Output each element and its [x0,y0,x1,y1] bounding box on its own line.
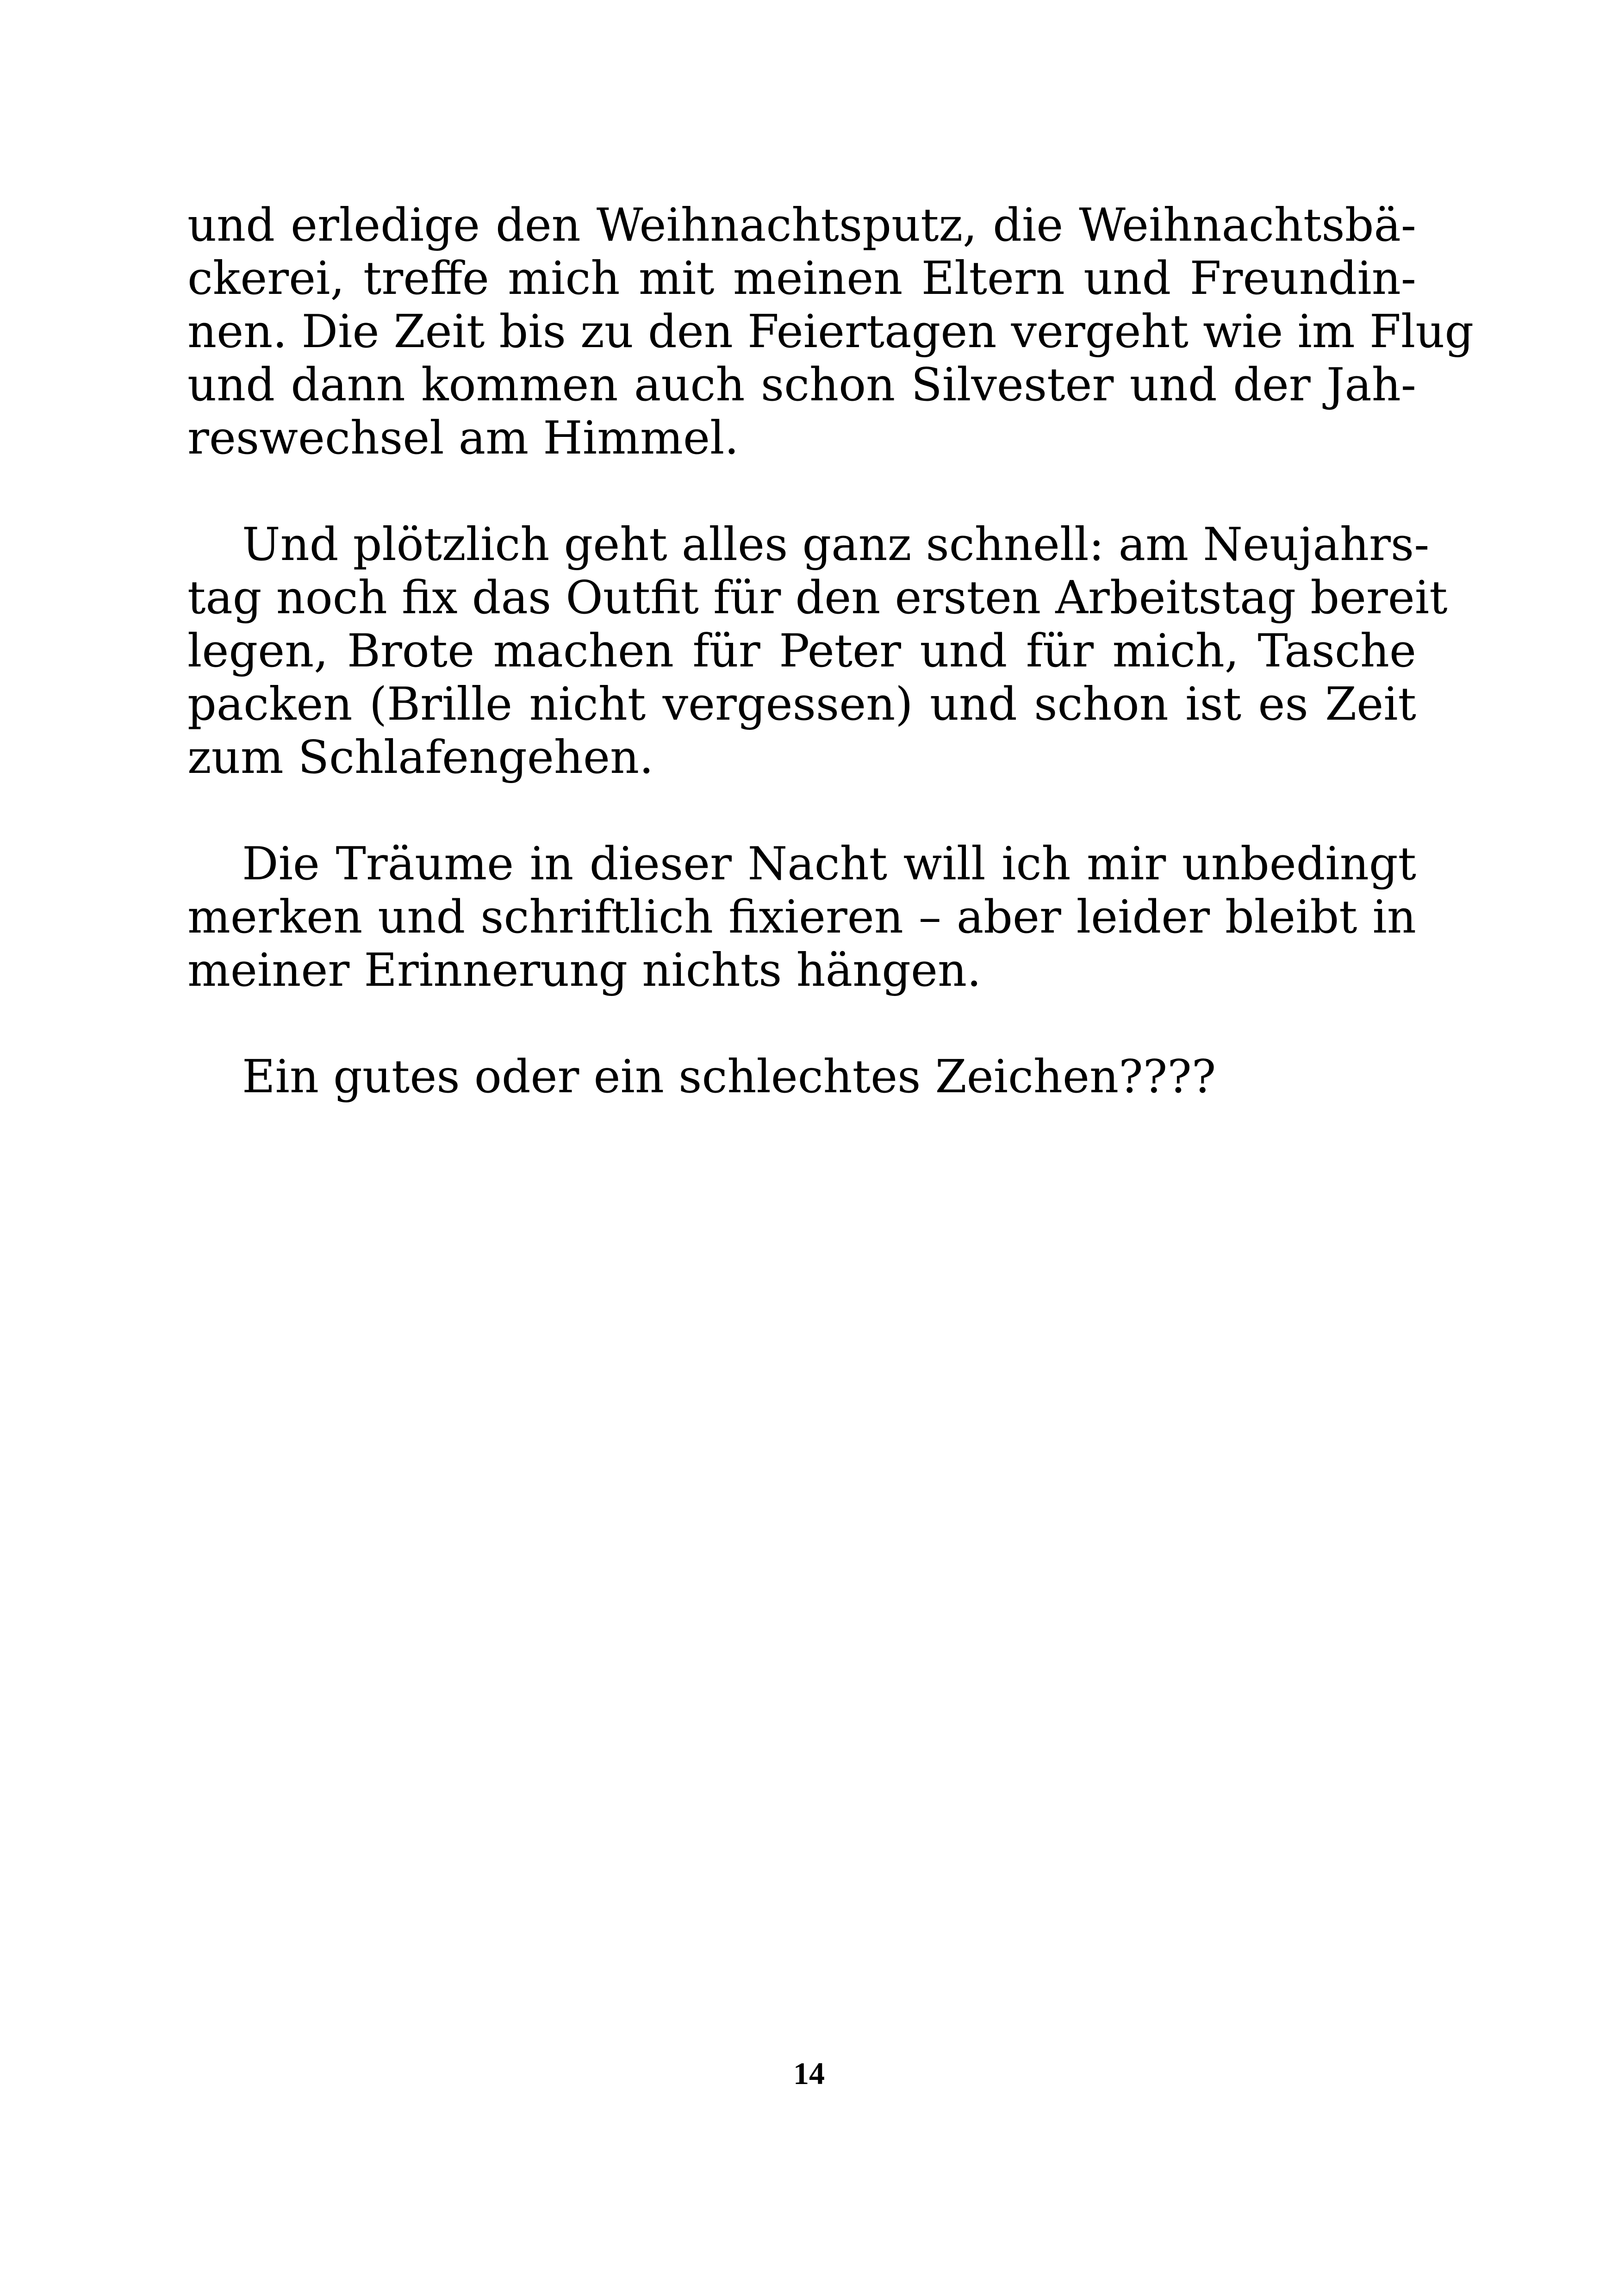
paragraph-spacing [187,784,1416,838]
text-line: und erledige den Weihnachtsputz, die Weihnachtsbä- [187,199,1416,252]
body-text [187,199,1474,1104]
text-line: packen (Brille nicht vergessen) und schon ist es Zeit [187,678,1416,731]
text-line: legen, Brote machen für Peter und für mich, Tasche [187,625,1416,678]
text-line: Und plötzlich geht alles ganz schnell: am Neujahrs- [242,518,1430,571]
paragraph-spacing [187,997,1416,1051]
text-line: nen. Die Zeit bis zu den Feiertagen vergeht wie im Flug [187,305,1474,358]
text-line: und dann kommen auch schon Silvester und der Jah- [187,359,1416,411]
text-line: tag noch fix das Outfit für den ersten Arbeitstag bereit [187,572,1448,624]
text-line: reswechsel am Himmel. [187,412,739,465]
text-line: ckerei, treffe mich mit meinen Eltern und Freundin- [187,252,1416,305]
paragraph-spacing [187,465,1416,518]
text-line: zum Schlafengehen. [187,731,654,784]
text-line: Ein gutes oder ein schlechtes Zeichen???? [242,1051,1216,1103]
paragraph-4 [187,1051,1416,1104]
paragraph-1 [187,199,1474,465]
paragraph-3 [187,838,1416,997]
text-line: Die Träume in dieser Nacht will ich mir unbedingt [242,838,1416,890]
paragraph-2 [187,518,1448,784]
text-line: meiner Erinnerung nichts hängen. [187,944,982,997]
text-line: merken und schriftlich fixieren – aber leider bleibt in [187,891,1416,944]
page-number: 14 [793,2056,825,2091]
